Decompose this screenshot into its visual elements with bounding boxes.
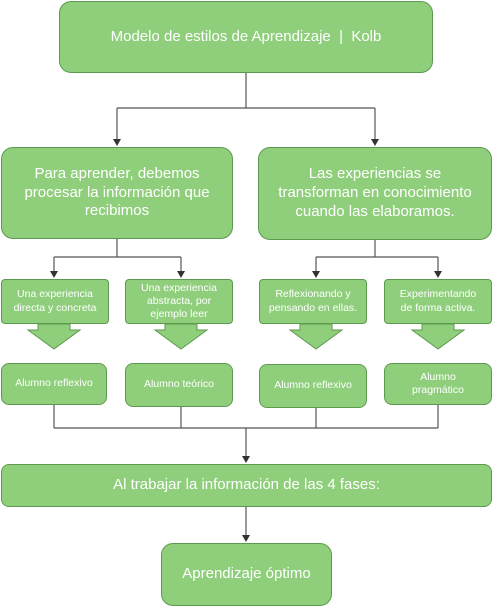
learner-text-4: Alumno pragmático <box>412 370 464 396</box>
title-box <box>59 1 433 73</box>
title-text: Modelo de estilos de Aprendizaje | Kolb <box>110 27 382 45</box>
learner-text-2: Alumno teórico <box>143 378 215 391</box>
result-arrowhead <box>242 535 250 542</box>
left-branch-text: Para aprender, debemos procesar la información que recibimos <box>24 164 210 220</box>
result-box <box>161 543 332 606</box>
learner-text-1: Alumno reflexivo <box>15 377 93 390</box>
experience-box-3 <box>259 279 367 324</box>
synthesis-arrowhead <box>242 456 250 463</box>
experience-2-down-arrow <box>155 324 207 349</box>
experience-box-2 <box>125 279 233 324</box>
experience-1-down-arrow <box>28 324 80 349</box>
synthesis-box <box>1 464 492 507</box>
experience-box-4 <box>384 279 492 324</box>
experience-text-3: Reflexionando y pensando en ellas. <box>268 288 358 314</box>
learner-box-1 <box>1 363 107 405</box>
learner-box-3 <box>259 364 367 408</box>
experience-text-1: Una experiencia directa y concreta <box>13 288 97 314</box>
right-branch-text: Las experiencias se transforman en conocimiento cuando las elaboramos. <box>278 165 472 220</box>
result-text: Aprendizaje óptimo <box>182 565 311 583</box>
right-branch-arrowhead <box>371 139 379 146</box>
learner-box-2 <box>125 363 233 407</box>
learner-text-3: Alumno reflexivo <box>274 379 352 392</box>
left-branch-box <box>1 147 233 239</box>
experience-3-down-arrow <box>290 324 342 349</box>
experience-3-arrowhead <box>312 271 320 278</box>
learner-box-4 <box>384 363 492 405</box>
experience-4-arrowhead <box>434 271 442 278</box>
experience-box-1 <box>1 279 109 324</box>
experience-2-arrowhead <box>177 271 185 278</box>
experience-text-4: Experimentando de forma activa. <box>399 288 477 314</box>
right-branch-box <box>258 147 492 240</box>
experience-1-arrowhead <box>50 271 58 278</box>
experience-text-2: Una experiencia abstracta, por ejemplo leer <box>141 281 217 321</box>
experience-4-down-arrow <box>412 324 464 349</box>
left-branch-arrowhead <box>113 139 121 146</box>
synthesis-text: Al trabajar la información de las 4 fases: <box>113 476 380 494</box>
